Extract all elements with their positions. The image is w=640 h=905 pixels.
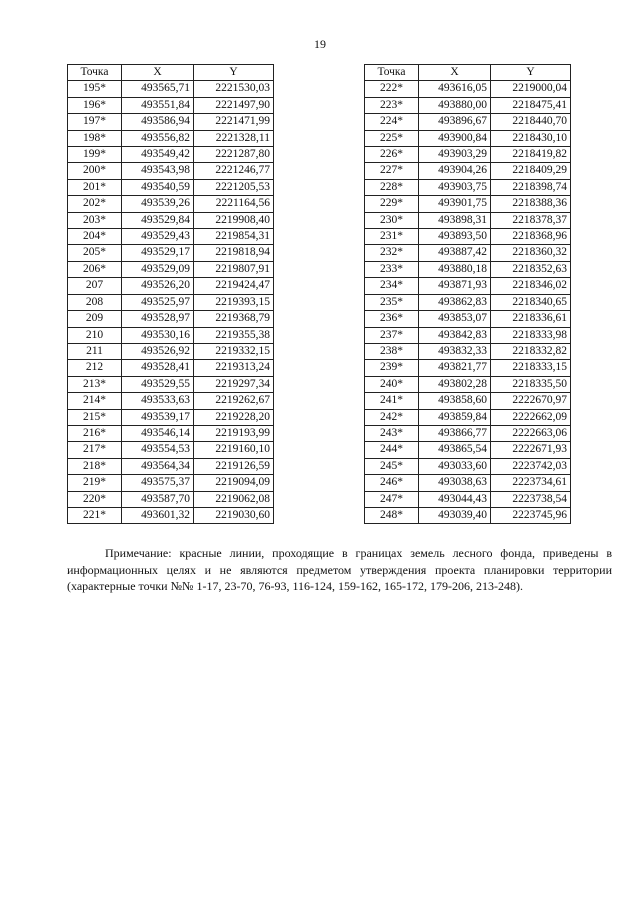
x-cell: 493540,59: [122, 179, 194, 195]
table-row: [68, 212, 274, 228]
point-cell: 210: [68, 327, 122, 343]
table-row: [68, 442, 274, 458]
table-row: [68, 179, 274, 195]
x-cell: 493893,50: [419, 229, 491, 245]
point-cell: 199*: [68, 147, 122, 163]
coordinates-table-left: [67, 64, 274, 524]
header-y: Y: [491, 65, 571, 81]
y-cell: 2218440,70: [491, 114, 571, 130]
x-cell: 493880,00: [419, 97, 491, 113]
point-cell: 248*: [365, 507, 419, 523]
y-cell: 2219193,99: [194, 425, 274, 441]
table-row: [68, 475, 274, 491]
y-cell: 2221328,11: [194, 130, 274, 146]
table-row: [365, 196, 571, 212]
table-row: [365, 114, 571, 130]
y-cell: 2218388,36: [491, 196, 571, 212]
point-cell: 209: [68, 311, 122, 327]
point-cell: 226*: [365, 147, 419, 163]
x-cell: 493039,40: [419, 507, 491, 523]
table-row: [68, 409, 274, 425]
y-cell: 2218340,65: [491, 294, 571, 310]
point-cell: 244*: [365, 442, 419, 458]
y-cell: 2219355,38: [194, 327, 274, 343]
x-cell: 493601,32: [122, 507, 194, 523]
y-cell: 2222670,97: [491, 393, 571, 409]
point-cell: 203*: [68, 212, 122, 228]
x-cell: 493529,17: [122, 245, 194, 261]
table-row: [365, 376, 571, 392]
y-cell: 2219030,60: [194, 507, 274, 523]
y-cell: 2218335,50: [491, 376, 571, 392]
x-cell: 493821,77: [419, 360, 491, 376]
point-cell: 230*: [365, 212, 419, 228]
y-cell: 2219000,04: [491, 81, 571, 97]
x-cell: 493564,34: [122, 458, 194, 474]
x-cell: 493528,97: [122, 311, 194, 327]
point-cell: 208: [68, 294, 122, 310]
header-x: X: [122, 65, 194, 81]
x-cell: 493858,60: [419, 393, 491, 409]
y-cell: 2218332,82: [491, 343, 571, 359]
x-cell: 493526,20: [122, 278, 194, 294]
table-row: [68, 393, 274, 409]
x-cell: 493853,07: [419, 311, 491, 327]
point-cell: 234*: [365, 278, 419, 294]
table-row: [365, 261, 571, 277]
y-cell: 2219393,15: [194, 294, 274, 310]
point-cell: 205*: [68, 245, 122, 261]
table-row: [365, 475, 571, 491]
table-row: [365, 507, 571, 523]
y-cell: 2218352,63: [491, 261, 571, 277]
point-cell: 211: [68, 343, 122, 359]
point-cell: 243*: [365, 425, 419, 441]
x-cell: 493546,14: [122, 425, 194, 441]
x-cell: 493903,75: [419, 179, 491, 195]
point-cell: 237*: [365, 327, 419, 343]
y-cell: 2223745,96: [491, 507, 571, 523]
x-cell: 493903,29: [419, 147, 491, 163]
y-cell: 2221497,90: [194, 97, 274, 113]
x-cell: 493539,26: [122, 196, 194, 212]
x-cell: 493587,70: [122, 491, 194, 507]
table-row: [68, 491, 274, 507]
point-cell: 221*: [68, 507, 122, 523]
header-x: X: [419, 65, 491, 81]
point-cell: 233*: [365, 261, 419, 277]
y-cell: 2219062,08: [194, 491, 274, 507]
x-cell: 493866,77: [419, 425, 491, 441]
table-header-row: [68, 65, 274, 81]
point-cell: 222*: [365, 81, 419, 97]
coordinates-table-right: [364, 64, 571, 524]
y-cell: 2218333,98: [491, 327, 571, 343]
x-cell: 493528,41: [122, 360, 194, 376]
table-row: [68, 196, 274, 212]
table-row: [365, 393, 571, 409]
x-cell: 493526,92: [122, 343, 194, 359]
point-cell: 220*: [68, 491, 122, 507]
point-cell: 235*: [365, 294, 419, 310]
point-cell: 247*: [365, 491, 419, 507]
table-row: [365, 163, 571, 179]
table-row: [68, 458, 274, 474]
table-row: [68, 311, 274, 327]
header-point: Точка: [68, 65, 122, 81]
point-cell: 231*: [365, 229, 419, 245]
x-cell: 493896,67: [419, 114, 491, 130]
table-row: [68, 245, 274, 261]
y-cell: 2218360,32: [491, 245, 571, 261]
table-row: [365, 311, 571, 327]
point-cell: 232*: [365, 245, 419, 261]
x-cell: 493044,43: [419, 491, 491, 507]
x-cell: 493529,09: [122, 261, 194, 277]
y-cell: 2218475,41: [491, 97, 571, 113]
table-row: [365, 130, 571, 146]
point-cell: 206*: [68, 261, 122, 277]
y-cell: 2221471,99: [194, 114, 274, 130]
table-row: [68, 261, 274, 277]
table-row: [365, 212, 571, 228]
y-cell: 2218409,29: [491, 163, 571, 179]
table-row: [68, 278, 274, 294]
y-cell: 2218368,96: [491, 229, 571, 245]
x-cell: 493901,75: [419, 196, 491, 212]
point-cell: 225*: [365, 130, 419, 146]
x-cell: 493865,54: [419, 442, 491, 458]
point-cell: 197*: [68, 114, 122, 130]
point-cell: 245*: [365, 458, 419, 474]
x-cell: 493802,28: [419, 376, 491, 392]
table-row: [68, 81, 274, 97]
y-cell: 2219297,34: [194, 376, 274, 392]
point-cell: 198*: [68, 130, 122, 146]
x-cell: 493832,33: [419, 343, 491, 359]
header-y: Y: [194, 65, 274, 81]
y-cell: 2219228,20: [194, 409, 274, 425]
point-cell: 215*: [68, 409, 122, 425]
y-cell: 2219818,94: [194, 245, 274, 261]
point-cell: 196*: [68, 97, 122, 113]
table-row: [365, 409, 571, 425]
x-cell: 493862,83: [419, 294, 491, 310]
point-cell: 213*: [68, 376, 122, 392]
y-cell: 2219126,59: [194, 458, 274, 474]
x-cell: 493904,26: [419, 163, 491, 179]
x-cell: 493898,31: [419, 212, 491, 228]
y-cell: 2219332,15: [194, 343, 274, 359]
x-cell: 493871,93: [419, 278, 491, 294]
x-cell: 493549,42: [122, 147, 194, 163]
table-row: [365, 229, 571, 245]
point-cell: 202*: [68, 196, 122, 212]
point-cell: 204*: [68, 229, 122, 245]
point-cell: 195*: [68, 81, 122, 97]
y-cell: 2218419,82: [491, 147, 571, 163]
table-row: [365, 278, 571, 294]
y-cell: 2219424,47: [194, 278, 274, 294]
point-cell: 212: [68, 360, 122, 376]
table-row: [68, 163, 274, 179]
y-cell: 2219807,91: [194, 261, 274, 277]
point-cell: 246*: [365, 475, 419, 491]
x-cell: 493586,94: [122, 114, 194, 130]
point-cell: 218*: [68, 458, 122, 474]
x-cell: 493543,98: [122, 163, 194, 179]
y-cell: 2221287,80: [194, 147, 274, 163]
note-text: Примечание: красные линии, проходящие в границах земель лесного фонда, приведены в информационных целях и не являются предметом утверждения проекта планировки территории (характерные точки №№ 1-17, 23-70, 76-93, 116-124, 159-162, 165-172, 179-206, 213-248).: [67, 546, 612, 593]
y-cell: 2219094,09: [194, 475, 274, 491]
table-header-row: [365, 65, 571, 81]
y-cell: 2222662,09: [491, 409, 571, 425]
y-cell: 2219368,79: [194, 311, 274, 327]
table-row: [68, 130, 274, 146]
point-cell: 241*: [365, 393, 419, 409]
table-row: [68, 114, 274, 130]
page-number: 19: [314, 37, 326, 51]
y-cell: 2221246,77: [194, 163, 274, 179]
table-row: [68, 507, 274, 523]
point-cell: 229*: [365, 196, 419, 212]
table-row: [68, 229, 274, 245]
x-cell: 493530,16: [122, 327, 194, 343]
point-cell: 201*: [68, 179, 122, 195]
table-row: [365, 179, 571, 195]
x-cell: 493565,71: [122, 81, 194, 97]
point-cell: 224*: [365, 114, 419, 130]
x-cell: 493556,82: [122, 130, 194, 146]
header-point: Точка: [365, 65, 419, 81]
table-row: [365, 147, 571, 163]
y-cell: 2221164,56: [194, 196, 274, 212]
y-cell: 2218398,74: [491, 179, 571, 195]
table-row: [365, 97, 571, 113]
x-cell: 493859,84: [419, 409, 491, 425]
table-row: [68, 147, 274, 163]
table-row: [365, 81, 571, 97]
y-cell: 2222671,93: [491, 442, 571, 458]
x-cell: 493575,37: [122, 475, 194, 491]
y-cell: 2223742,03: [491, 458, 571, 474]
table-row: [365, 491, 571, 507]
table-row: [68, 425, 274, 441]
y-cell: 2219908,40: [194, 212, 274, 228]
point-cell: 227*: [365, 163, 419, 179]
point-cell: 236*: [365, 311, 419, 327]
table-row: [365, 442, 571, 458]
table-row: [365, 425, 571, 441]
point-cell: 238*: [365, 343, 419, 359]
y-cell: 2218346,02: [491, 278, 571, 294]
point-cell: 228*: [365, 179, 419, 195]
point-cell: 200*: [68, 163, 122, 179]
x-cell: 493551,84: [122, 97, 194, 113]
y-cell: 2221530,03: [194, 81, 274, 97]
x-cell: 493525,97: [122, 294, 194, 310]
y-cell: 2222663,06: [491, 425, 571, 441]
x-cell: 493529,55: [122, 376, 194, 392]
y-cell: 2219160,10: [194, 442, 274, 458]
x-cell: 493533,63: [122, 393, 194, 409]
x-cell: 493038,63: [419, 475, 491, 491]
point-cell: 223*: [365, 97, 419, 113]
point-cell: 240*: [365, 376, 419, 392]
table-row: [365, 294, 571, 310]
table-row: [68, 360, 274, 376]
point-cell: 207: [68, 278, 122, 294]
point-cell: 217*: [68, 442, 122, 458]
point-cell: 219*: [68, 475, 122, 491]
point-cell: 242*: [365, 409, 419, 425]
table-row: [68, 294, 274, 310]
table-row: [365, 245, 571, 261]
table-row: [365, 360, 571, 376]
x-cell: 493529,84: [122, 212, 194, 228]
y-cell: 2219313,24: [194, 360, 274, 376]
x-cell: 493887,42: [419, 245, 491, 261]
point-cell: 214*: [68, 393, 122, 409]
y-cell: 2218333,15: [491, 360, 571, 376]
y-cell: 2218430,10: [491, 130, 571, 146]
y-cell: 2223738,54: [491, 491, 571, 507]
x-cell: 493900,84: [419, 130, 491, 146]
table-row: [365, 458, 571, 474]
table-row: [68, 97, 274, 113]
x-cell: 493616,05: [419, 81, 491, 97]
table-row: [68, 327, 274, 343]
y-cell: 2219854,31: [194, 229, 274, 245]
table-row: [365, 343, 571, 359]
y-cell: 2223734,61: [491, 475, 571, 491]
y-cell: 2219262,67: [194, 393, 274, 409]
y-cell: 2221205,53: [194, 179, 274, 195]
point-cell: 216*: [68, 425, 122, 441]
table-row: [365, 327, 571, 343]
x-cell: 493529,43: [122, 229, 194, 245]
y-cell: 2218378,37: [491, 212, 571, 228]
table-row: [68, 343, 274, 359]
point-cell: 239*: [365, 360, 419, 376]
x-cell: 493842,83: [419, 327, 491, 343]
x-cell: 493033,60: [419, 458, 491, 474]
y-cell: 2218336,61: [491, 311, 571, 327]
note-paragraph: [67, 545, 612, 595]
x-cell: 493554,53: [122, 442, 194, 458]
x-cell: 493880,18: [419, 261, 491, 277]
table-row: [68, 376, 274, 392]
x-cell: 493539,17: [122, 409, 194, 425]
